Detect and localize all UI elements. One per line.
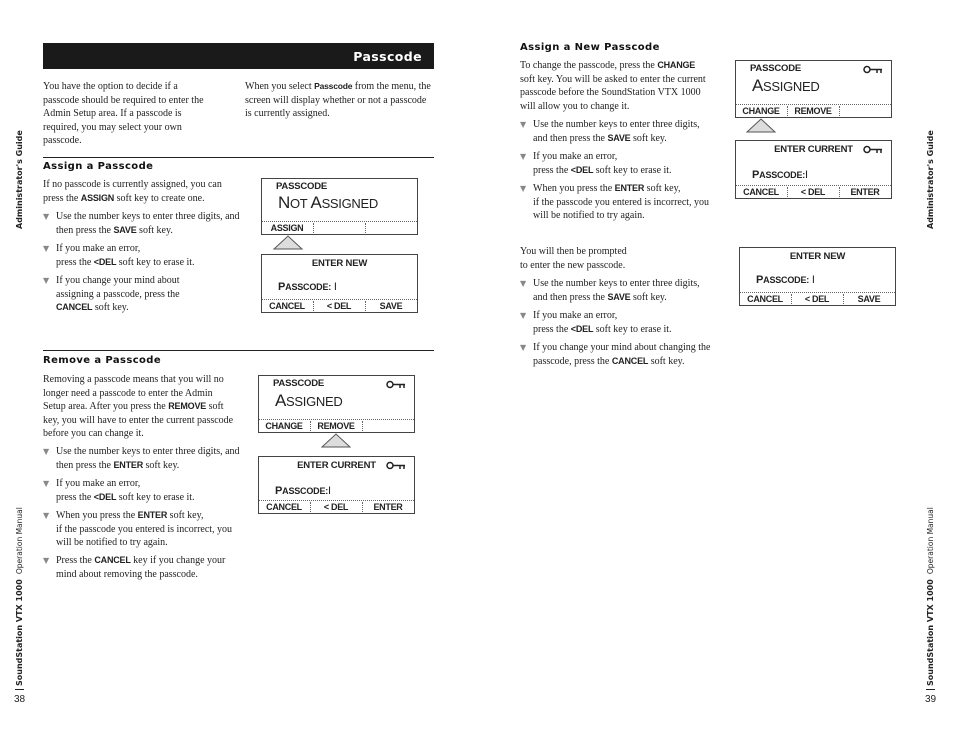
up-arrow-icon bbox=[273, 235, 303, 250]
screen-not-assigned: PASSCODE NOT ASSIGNED ASSIGN bbox=[261, 178, 418, 235]
passcode-field: PASSCODE: I bbox=[756, 274, 815, 286]
softkey-del[interactable]: < DEL bbox=[800, 187, 826, 197]
side-title: Administrator's Guide bbox=[15, 130, 24, 229]
softkey-remove[interactable]: REMOVE bbox=[794, 106, 832, 116]
new-heading: Assign a New Passcode bbox=[520, 42, 660, 53]
softkey-del[interactable]: < DEL bbox=[804, 294, 830, 304]
screen-enter-new: ENTER NEW PASSCODE: I CANCEL < DEL SAVE bbox=[261, 254, 418, 313]
key-icon bbox=[863, 145, 883, 154]
softkey-assign[interactable]: ASSIGN bbox=[270, 223, 304, 233]
up-arrow-icon bbox=[746, 118, 776, 133]
key-icon bbox=[863, 65, 883, 74]
softkey-del[interactable]: < DEL bbox=[323, 502, 349, 512]
softkey-cancel[interactable]: CANCEL bbox=[747, 294, 783, 304]
softkey-save[interactable]: SAVE bbox=[857, 294, 881, 304]
softkey-enter[interactable]: ENTER bbox=[850, 187, 880, 197]
prompt-para: You will then be prompted to enter the new passcode. bbox=[520, 246, 627, 271]
page-number: 38 bbox=[14, 694, 26, 705]
softkey-cancel[interactable]: CANCEL bbox=[266, 502, 302, 512]
screen-enter-current: ENTER CURRENT PASSCODE:I CANCEL < DEL ENTER bbox=[258, 456, 415, 514]
side-footer: SoundStation VTX 1000 Operation Manual bbox=[15, 507, 24, 690]
divider bbox=[43, 157, 434, 158]
screen-assigned: PASSCODE ASSIGNED CHANGE REMOVE bbox=[258, 375, 415, 433]
remove-para: Removing a passcode means that you will no longer need a passcode to enter the Admin Setup area. After you press the REMOVE soft key, you will have to enter the current passcode before you can change it. bbox=[43, 374, 234, 439]
assign-heading: Assign a Passcode bbox=[43, 161, 154, 172]
softkey-enter[interactable]: ENTER bbox=[373, 502, 403, 512]
softkey-save[interactable]: SAVE bbox=[379, 301, 403, 311]
page-number: 39 bbox=[925, 694, 937, 705]
softkey-change[interactable]: CHANGE bbox=[265, 421, 303, 431]
section-banner bbox=[43, 43, 434, 69]
passcode-field: PASSCODE:I bbox=[275, 485, 331, 497]
key-icon bbox=[386, 461, 406, 470]
screen-status: NOT ASSIGNED bbox=[278, 193, 378, 212]
screen-enter-current: ENTER CURRENT PASSCODE:I CANCEL < DEL ENTER bbox=[735, 140, 892, 199]
softkey-change[interactable]: CHANGE bbox=[742, 106, 780, 116]
remove-heading: Remove a Passcode bbox=[43, 355, 162, 366]
softkey-cancel[interactable]: CANCEL bbox=[743, 187, 779, 197]
assign-para: If no passcode is currently assigned, you can press the ASSIGN soft key to create one. bbox=[43, 179, 222, 204]
softkey-cancel[interactable]: CANCEL bbox=[269, 301, 305, 311]
key-passcode: Passcode bbox=[314, 81, 353, 91]
side-footer: SoundStation VTX 1000 Operation Manual bbox=[926, 507, 935, 690]
passcode-field: PASSCODE: I bbox=[278, 281, 337, 293]
up-arrow-icon bbox=[321, 433, 351, 448]
softkey-remove[interactable]: REMOVE bbox=[317, 421, 355, 431]
key-icon bbox=[386, 380, 406, 389]
screen-assigned: PASSCODE ASSIGNED CHANGE REMOVE bbox=[735, 60, 892, 118]
divider bbox=[43, 350, 434, 351]
passcode-field: PASSCODE:I bbox=[752, 169, 808, 181]
new-para: To change the passcode, press the CHANGE soft key. You will be asked to enter the current passcode before the SoundStation VTX 1000 will allow you to change it. bbox=[520, 60, 706, 112]
intro-right: When you select Passcode from the menu, the screen will display whether or not a passcode is currently assigned. bbox=[245, 81, 431, 119]
banner-title: Passcode bbox=[353, 49, 422, 64]
screen-status: ASSIGNED bbox=[752, 76, 820, 95]
softkey-del[interactable]: < DEL bbox=[326, 301, 352, 311]
intro-left: You have the option to decide if a passcode should be required to enter the Admin Setup area. If a passcode is required, you may select your own passcode. bbox=[43, 81, 204, 146]
side-title: Administrator's Guide bbox=[926, 130, 935, 229]
screen-status: ASSIGNED bbox=[275, 391, 343, 410]
screen-enter-new: ENTER NEW PASSCODE: I CANCEL < DEL SAVE bbox=[739, 247, 896, 306]
